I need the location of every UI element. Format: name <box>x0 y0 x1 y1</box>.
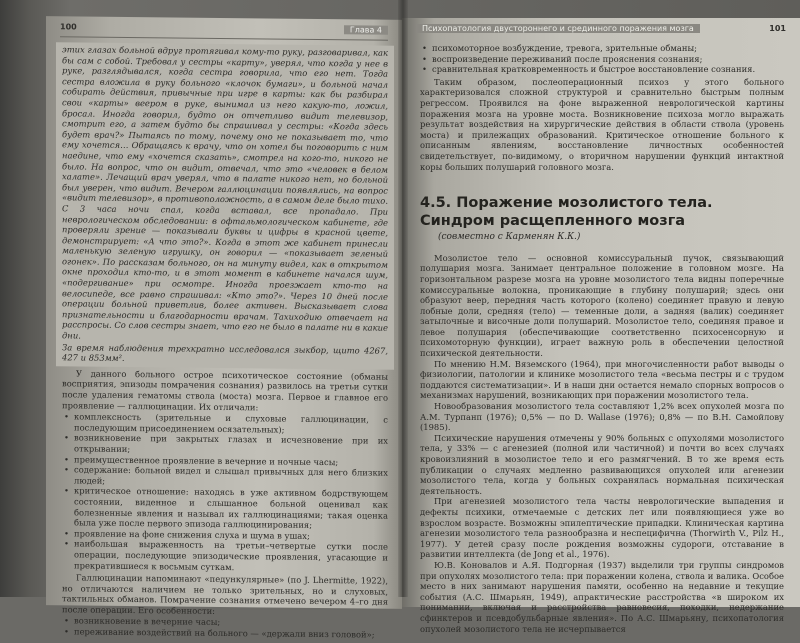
case-report-text: этих глазах больной вдруг протягивал кому-то руку, разговаривал, как бы сам с собой. Требовал у сестры «карту», уверял, что когда у нее в руке, разглядывался, когда сестра говорила, что его нет. Тогда сестра вложила в руку больного «клочок бумаги», и больной начал собирать действия, привычные при игре в карты: как бы разбирал свои «карты» веером в руке, вынимал из него какую-то, ложил, бросал. Иногда говорил, будто он отчетливо видит телевизор, смотрит его, а затем будто бы спрашивал у сестры: «Когда здесь будет врач?» Пытаясь по тому, почему оно не показывает то, что ему хочется… Обращаясь к врачу, что он хотел бы поговорить с ним наедине, что ему «хочется сказать», смотрел на кого-то, никого не было. На вопрос, что он видит, отвечал, что это «человек в белом халате». Лечащий врач уверял, что в палате никого нет, но больной был уверен, что видит. Вечером галлюцинации появлялись, на вопрос «видит телевизор», в противоположность, а в самом деле было тихо. С 3 часа ночи спал, когда вставал, все пропадало. При неврологическом обследовании: в офтальмологическом кабинете, где проверяли зрение — показывали буквы и цифры в красной цвете, демонстрирует: «А что это?». Когда в этот же кабинет принесли маленькую зеленую игрушку, он говорил — «показывает зеленый огонек». По рассказам больного, он на минуту видел, как в открытом окне проходил кто-то, и в этот момент в кабинете начался шум, «подергивание» при осмотре. Иногда проезжает кто-то на велосипеде, все равно спрашивал: «Кто это?». Через 10 дней после операции больной приветлив, более активен. Высказывает слова признательности и благодарности врачам. Тахиходию отвечает на расспросы. Со слов сестры знает, что его не было в палате ни в какие дни. <box>62 44 388 341</box>
section-coauthor: (совместно с Карменян К.К.) <box>438 232 581 243</box>
left-page <box>46 16 402 640</box>
agenesis-paragraph: При агенезией мозолистого тела часты неврологические выпадения и дефекты психики, отмечаемые с детских лет или появляющиеся уже во взрослом возрасте. Возможны эпилептические припадки. Клиническая картина агенезии мозолистого тела разнообразна и неспецифична (Thorwirth V., Pilz H., 1977). У детей сразу после рождения возможны судороги, отставание в развитии интеллекта (de Jong et al., 1976). <box>420 496 784 560</box>
section-heading-line1: 4.5. Поражение мозолистого тела. <box>420 195 713 212</box>
list-item: • содержание: больной видел и слышал привычных для него близких людей; <box>74 465 388 489</box>
list-item: • проявление на фоне снижения слуха и шума в ушах; <box>74 528 388 542</box>
summary-paragraph: Таким образом, послеоперационный психоз у этого больного характеризовался сложной структурой и сравнительно быстрым полным регрессом. Проявился на фоне выраженной неврологической картины поражения мозга на уровне моста. Возникновение психоза могло выражать результат воздействия на хирургические действия в области ствола (уровень моста) и прилежащих образований. Критическое отношение больного к описанным явлениям, восстановление личностных особенностей свидетельствует, по-видимому, о вторичном нарушении функций интактной коры больших полушарий головного мозга. <box>420 76 784 172</box>
hallucination-features-list <box>62 411 388 573</box>
right-page <box>402 18 800 634</box>
neoplasm-paragraph: Новообразования мозолистого тела составляют 1,2% всех опухолей мозга по А.М. Турпанп (1976); 0,5% — по D. Wallase (1976); 0,8% — по В.Н. Самойлову (1985). <box>420 401 784 433</box>
section-heading <box>420 194 784 230</box>
list-item: • воспроизведение переживаний после прояснения сознания; <box>432 54 784 65</box>
psychic-disorders-paragraph: Психические нарушения отмечены у 90% больных с опухолями мозолистого тела, у 33% — с агенезией (полной или частичной) и почти во всех случаях кровоизлияний в мозолистое тело и его размягчений. В то же время есть публикации о случаях медленно развивающихся опухолей или агенезии мозолистого тела, когда у больных сохранялась нормальная психическая деятельность. <box>420 432 784 496</box>
right-column <box>420 42 784 634</box>
case-reference: За время наблюдения трехкратно исследовался зыкбор, щито 4267, 427 и 853мм². <box>62 341 388 364</box>
intro-paragraph: У данного больного острое психотическое состояние (обманы восприятия, эпизоды помрачения сознания) развилось на третьи сутки после удаления гематомы ствола (моста) мозга. Первое и главное его проявление — галлюцинации. Их отличали: <box>62 368 388 412</box>
list-item: • преимущественное проявление в вечерние и ночные часы; <box>74 454 388 468</box>
list-item: • психомоторное возбуждение, тревога, зрительные обманы; <box>432 43 784 54</box>
case-report-box <box>56 42 394 369</box>
list-item: • переживание воздействий на больного — «держали вниз головой»; <box>74 626 388 640</box>
list-item: • наибольшая выраженность на третьи–четвертые сутки после операции, последующие эпизодические проявления, угасающие и прекратившиеся к восьмым суткам. <box>74 539 388 574</box>
book-gutter <box>398 0 408 597</box>
left-page-number: 100 <box>60 22 77 32</box>
list-item: • комплексность (зрительные и слуховые галлюцинации, с последующим присоединением осязательных); <box>74 412 388 436</box>
list-item: • возникновение в вечерние часы; <box>74 616 388 630</box>
lhermitte-paragraph: Галлюцинации напоминают «педункулярные» (по J. Lhermitte, 1922), но отличаются наличием не только зрительных, но и слуховых, тактильных обманов. Помрачение сознания отмечено вечером 4–го дня после операции. Его особенности: <box>62 572 388 616</box>
anatomy-paragraph: Мозолистое тело — основной комиссуральный пучок, связывающий полушария мозга. Занимает центральное положение в головном мозге. На горизонтальном разрезе мозга на уровне мозолистого тела видны поперечные комиссуральные волокна, проникающие в глубину полушарий; здесь они образуют веер, передняя часть которого (колено) соединяет правую и левую лобные доли, средняя (тело) — теменные доли, а задняя (валик) соединяет затылочные и височные доли полушарий. Мозолистое тело, соединяя правое и левое полушария (обеспечивающие соответственно психосенсорную и психомоторную функции), играет важную роль в обеспечении целостной психической деятельности. <box>420 252 784 359</box>
chapter-label: Глава 4 <box>344 25 388 34</box>
right-page-number: 101 <box>769 24 786 33</box>
list-item: • возникновение при закрытых глазах и исчезновение при их открывании; <box>74 433 388 457</box>
list-item: • критическое отношение: находясь в уже активном бодрствующем состоянии, виденное и слышанное больной оценивал как болезненные явления и называл их галлюцинациями; такая оценка была уже после первого эпизода галлюцинирования; <box>74 486 388 532</box>
psychosis-features-list <box>420 43 784 75</box>
left-page-header <box>60 22 388 40</box>
running-title: Психопатология двустороннего и срединного поражения мозга <box>416 24 700 33</box>
konovalov-paragraph: Ю.В. Коновалов и А.Я. Подгорная (1937) выделили три группы синдромов при опухолях мозолистого тела: при поражении колена, ствола и валика. Особое место в них занимают нарушения памяти, особенно на недавние и текущие события (А.С. Шмарьян, 1949), апрактические расстройства «в широком их понимании, включая и расстройства равновесия, походки, недержание сфинктеров и псевдобульбарные явления». По А.С. Шмарьяну, психопатология опухолей мозолистого тела не исчерпывается <box>420 559 784 634</box>
section-heading-line2: Синдром расщепленного мозга <box>420 213 686 230</box>
right-page-header <box>416 24 786 38</box>
consciousness-features-list <box>62 616 388 641</box>
vyazemsky-paragraph: По мнению Н.М. Вяземского (1964), при многочисленности работ выводы о физиологии, патологии и клинике мозолистого тела «весьма пестры и с трудом поддаются систематизации». И в наши дни остается немало спорных вопросов о механизмах нарушений, возникающих при поражении мозолистого тела. <box>420 358 784 401</box>
left-column <box>62 40 388 642</box>
list-item: • сравнительная кратковременность и быстрое восстановление сознания. <box>432 64 784 75</box>
